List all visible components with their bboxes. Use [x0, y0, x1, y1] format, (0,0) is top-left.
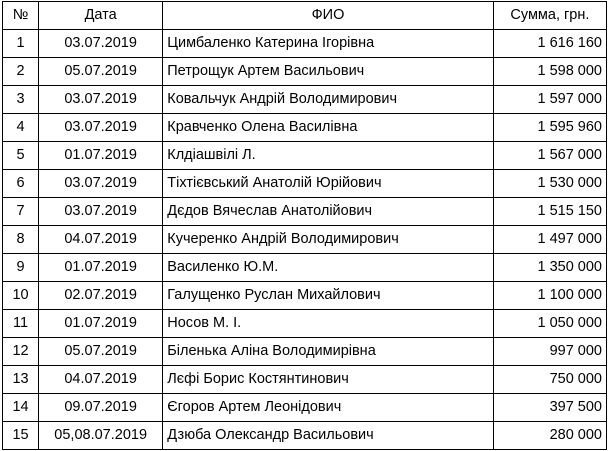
cell-date: 01.07.2019 — [39, 254, 163, 282]
cell-number: 13 — [3, 366, 39, 394]
cell-number: 1 — [3, 30, 39, 58]
table-row — [3, 86, 607, 114]
cell-date: 03.07.2019 — [39, 114, 163, 142]
column-header-number: № — [3, 2, 39, 30]
table-body — [3, 30, 607, 450]
cell-date: 03.07.2019 — [39, 198, 163, 226]
cell-name: Дєдов Вячеслав Анатолійович — [163, 198, 494, 226]
table-row — [3, 58, 607, 86]
column-header-sum: Сумма, грн. — [493, 2, 606, 30]
cell-name: Василенко Ю.М. — [163, 254, 494, 282]
cell-date: 04.07.2019 — [39, 366, 163, 394]
cell-date: 05,08.07.2019 — [39, 422, 163, 450]
cell-name: Єгоров Артем Леонідович — [163, 394, 494, 422]
cell-name: Галущенко Руслан Михайлович — [163, 282, 494, 310]
donations-table — [2, 1, 607, 450]
cell-name: Клдіашвілі Л. — [163, 142, 494, 170]
table-header — [3, 2, 607, 30]
cell-date: 03.07.2019 — [39, 86, 163, 114]
cell-name: Кравченко Олена Василівна — [163, 114, 494, 142]
cell-name: Лєфі Борис Костянтинович — [163, 366, 494, 394]
cell-sum: 397 500 — [493, 394, 606, 422]
cell-number: 10 — [3, 282, 39, 310]
cell-date: 02.07.2019 — [39, 282, 163, 310]
column-header-date: Дата — [39, 2, 163, 30]
cell-date: 03.07.2019 — [39, 30, 163, 58]
column-header-name: ФИО — [163, 2, 494, 30]
cell-sum: 1 100 000 — [493, 282, 606, 310]
table-row — [3, 254, 607, 282]
cell-date: 04.07.2019 — [39, 226, 163, 254]
table-row — [3, 142, 607, 170]
cell-number: 5 — [3, 142, 39, 170]
cell-sum: 1 350 000 — [493, 254, 606, 282]
table-row — [3, 198, 607, 226]
document-sheet — [0, 1, 609, 451]
table-row — [3, 310, 607, 338]
cell-sum: 1 497 000 — [493, 226, 606, 254]
cell-number: 12 — [3, 338, 39, 366]
cell-name: Носов М. І. — [163, 310, 494, 338]
cell-sum: 1 597 000 — [493, 86, 606, 114]
cell-date: 03.07.2019 — [39, 170, 163, 198]
cell-sum: 1 515 150 — [493, 198, 606, 226]
cell-number: 2 — [3, 58, 39, 86]
cell-sum: 1 598 000 — [493, 58, 606, 86]
table-header-row — [3, 2, 607, 30]
cell-name: Кучеренко Андрій Володимирович — [163, 226, 494, 254]
cell-name: Цимбаленко Катерина Ігорівна — [163, 30, 494, 58]
cell-number: 4 — [3, 114, 39, 142]
cell-number: 8 — [3, 226, 39, 254]
cell-number: 14 — [3, 394, 39, 422]
table-row — [3, 422, 607, 450]
cell-name: Тіхтієвський Анатолій Юрійович — [163, 170, 494, 198]
cell-date: 01.07.2019 — [39, 142, 163, 170]
cell-date: 05.07.2019 — [39, 338, 163, 366]
table-row — [3, 366, 607, 394]
cell-name: Ковальчук Андрій Володимирович — [163, 86, 494, 114]
cell-number: 9 — [3, 254, 39, 282]
cell-sum: 1 595 960 — [493, 114, 606, 142]
cell-sum: 1 050 000 — [493, 310, 606, 338]
cell-sum: 997 000 — [493, 338, 606, 366]
table-row — [3, 282, 607, 310]
cell-date: 09.07.2019 — [39, 394, 163, 422]
table-row — [3, 338, 607, 366]
cell-sum: 1 616 160 — [493, 30, 606, 58]
table-row — [3, 114, 607, 142]
cell-number: 6 — [3, 170, 39, 198]
cell-number: 11 — [3, 310, 39, 338]
cell-date: 05.07.2019 — [39, 58, 163, 86]
table-row — [3, 226, 607, 254]
cell-number: 15 — [3, 422, 39, 450]
cell-sum: 750 000 — [493, 366, 606, 394]
cell-date: 01.07.2019 — [39, 310, 163, 338]
table-row — [3, 30, 607, 58]
cell-name: Дзюба Олександр Васильович — [163, 422, 494, 450]
cell-sum: 1 567 000 — [493, 142, 606, 170]
cell-number: 3 — [3, 86, 39, 114]
cell-name: Петрощук Артем Васильович — [163, 58, 494, 86]
table-row — [3, 170, 607, 198]
cell-sum: 280 000 — [493, 422, 606, 450]
cell-number: 7 — [3, 198, 39, 226]
cell-sum: 1 530 000 — [493, 170, 606, 198]
cell-name: Біленька Аліна Володимирівна — [163, 338, 494, 366]
table-row — [3, 394, 607, 422]
